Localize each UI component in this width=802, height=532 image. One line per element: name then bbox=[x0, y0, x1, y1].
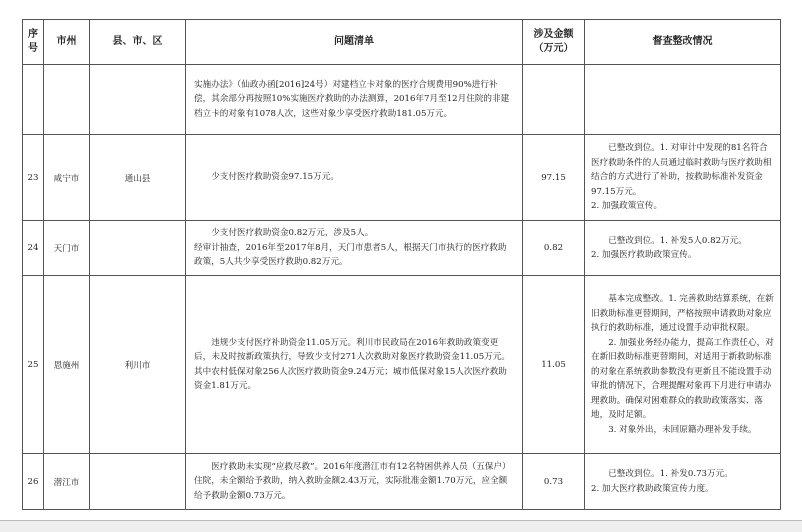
issue-paragraph: 违规少支付医疗补助资金11.05万元。利川市民政局在2016年救助政策变更后，未及时按新政策执行，导致少支付271人次救助对象医疗救助资金11.05万元。其中农村低保对象256人次医疗救助资金9.24万元；城市低保对象15人次医疗救助资金1.81万元。 bbox=[194, 337, 511, 391]
row-issue bbox=[186, 276, 523, 454]
row-amount: 0.82 bbox=[523, 221, 585, 276]
issue-paragraph: 少支付医疗救助资金0.82万元，涉及5人。 bbox=[211, 228, 374, 239]
row-amount: 11.05 bbox=[523, 276, 585, 454]
row-city: 咸宁市 bbox=[44, 135, 90, 221]
issue-paragraph: 少支付医疗救助资金97.15万元。 bbox=[211, 172, 339, 183]
row-city: 恩施州 bbox=[44, 276, 90, 454]
row-supervision bbox=[585, 454, 781, 510]
row-county bbox=[90, 65, 186, 135]
supervision-paragraph: 2. 加强政策宣传。 bbox=[591, 201, 663, 212]
row-supervision bbox=[585, 135, 781, 221]
table-row bbox=[23, 65, 781, 135]
issue-paragraph: 经审计抽查，2016年至2017年8月，天门市患者5人，根据天门市执行的医疗救助政策，5人共少享受医疗救助0.82万元。 bbox=[194, 242, 507, 268]
header-city: 市州 bbox=[44, 20, 90, 65]
row-county: 通山县 bbox=[90, 135, 186, 221]
row-county bbox=[90, 221, 186, 276]
table-row bbox=[23, 276, 781, 454]
table-header-row bbox=[23, 20, 781, 65]
row-county: 利川市 bbox=[90, 276, 186, 454]
supervision-paragraph: 已整改到位。1. 补发0.73万元。 bbox=[608, 469, 733, 479]
row-issue bbox=[186, 221, 523, 276]
row-amount: 97.15 bbox=[523, 135, 585, 221]
row-amount bbox=[523, 65, 585, 135]
header-supervision: 督查整改情况 bbox=[585, 20, 781, 65]
row-no: 25 bbox=[23, 276, 44, 454]
supervision-paragraph: 2. 加强业务经办能力，提高工作责任心，对在新旧救助标准更替期间，对适用于新救助标准的对象在系统救助参数没有更新且不能设置手动审批的情况下，合理提醒对象再下月进行申请办理救助。确保对困难群众的救助政策落实、落地，及时足额。 bbox=[591, 337, 774, 420]
header-county: 县、市、区 bbox=[90, 20, 186, 65]
row-supervision bbox=[585, 276, 781, 454]
row-no: 23 bbox=[23, 135, 44, 221]
row-issue bbox=[186, 454, 523, 510]
issue-paragraph: 医疗救助未实现“应救尽救”。2016年度潜江市有12名特困供养人员（五保户）住院，未全额给予救助，纳入救助金额2.43万元，实际批准金额1.70万元，应全额给予救助金额0.73万元。 bbox=[194, 461, 511, 501]
row-issue bbox=[186, 65, 523, 135]
row-city: 天门市 bbox=[44, 221, 90, 276]
row-city bbox=[44, 65, 90, 135]
header-issue: 问题清单 bbox=[186, 20, 523, 65]
row-city: 潜江市 bbox=[44, 454, 90, 510]
row-amount: 0.73 bbox=[523, 454, 585, 510]
row-no: 26 bbox=[23, 454, 44, 510]
row-no bbox=[23, 65, 44, 135]
row-issue bbox=[186, 135, 523, 221]
viewer-bottom-edge bbox=[0, 520, 802, 532]
rectification-table bbox=[22, 19, 781, 510]
header-amount: 涉及金额（万元） bbox=[523, 20, 585, 65]
row-no: 24 bbox=[23, 221, 44, 276]
supervision-paragraph: 2. 加大医疗救助政策宣传力度。 bbox=[591, 483, 714, 494]
supervision-paragraph: 基本完成整改。1. 完善救助结算系统，在新旧救助标准更替期间，严格按照申请救助对象应执行的救助标准，通过设置手动审批权限。 bbox=[591, 294, 774, 333]
row-supervision bbox=[585, 221, 781, 276]
table-row bbox=[23, 135, 781, 221]
supervision-paragraph: 已整改到位。1. 补发5人0.82万元。 bbox=[608, 235, 747, 246]
supervision-paragraph: 已整改到位。1. 对审计中发现的81名符合医疗救助条件的人员通过临时救助与医疗救助相结合的方式进行了补助，按救助标准补发资金97.15万元。 bbox=[591, 143, 772, 197]
table-row bbox=[23, 454, 781, 510]
row-supervision bbox=[585, 65, 781, 135]
header-no: 序号 bbox=[23, 20, 44, 65]
table-row bbox=[23, 221, 781, 276]
issue-paragraph: 实施办法》（仙政办函[2016]24号）对建档立卡对象的医疗合规费用90%进行补偿，其余部分再按照10%实施医疗救助的办法测算，2016年7月至12月住院的非建档立卡的对象有1078人次，这些对象少享受医疗救助181.05万元。 bbox=[194, 79, 510, 119]
row-county bbox=[90, 454, 186, 510]
supervision-paragraph: 2. 加强医疗救助政策宣传。 bbox=[591, 250, 697, 260]
supervision-paragraph: 3. 对象外出，未回原籍办理补发手续。 bbox=[608, 424, 757, 435]
